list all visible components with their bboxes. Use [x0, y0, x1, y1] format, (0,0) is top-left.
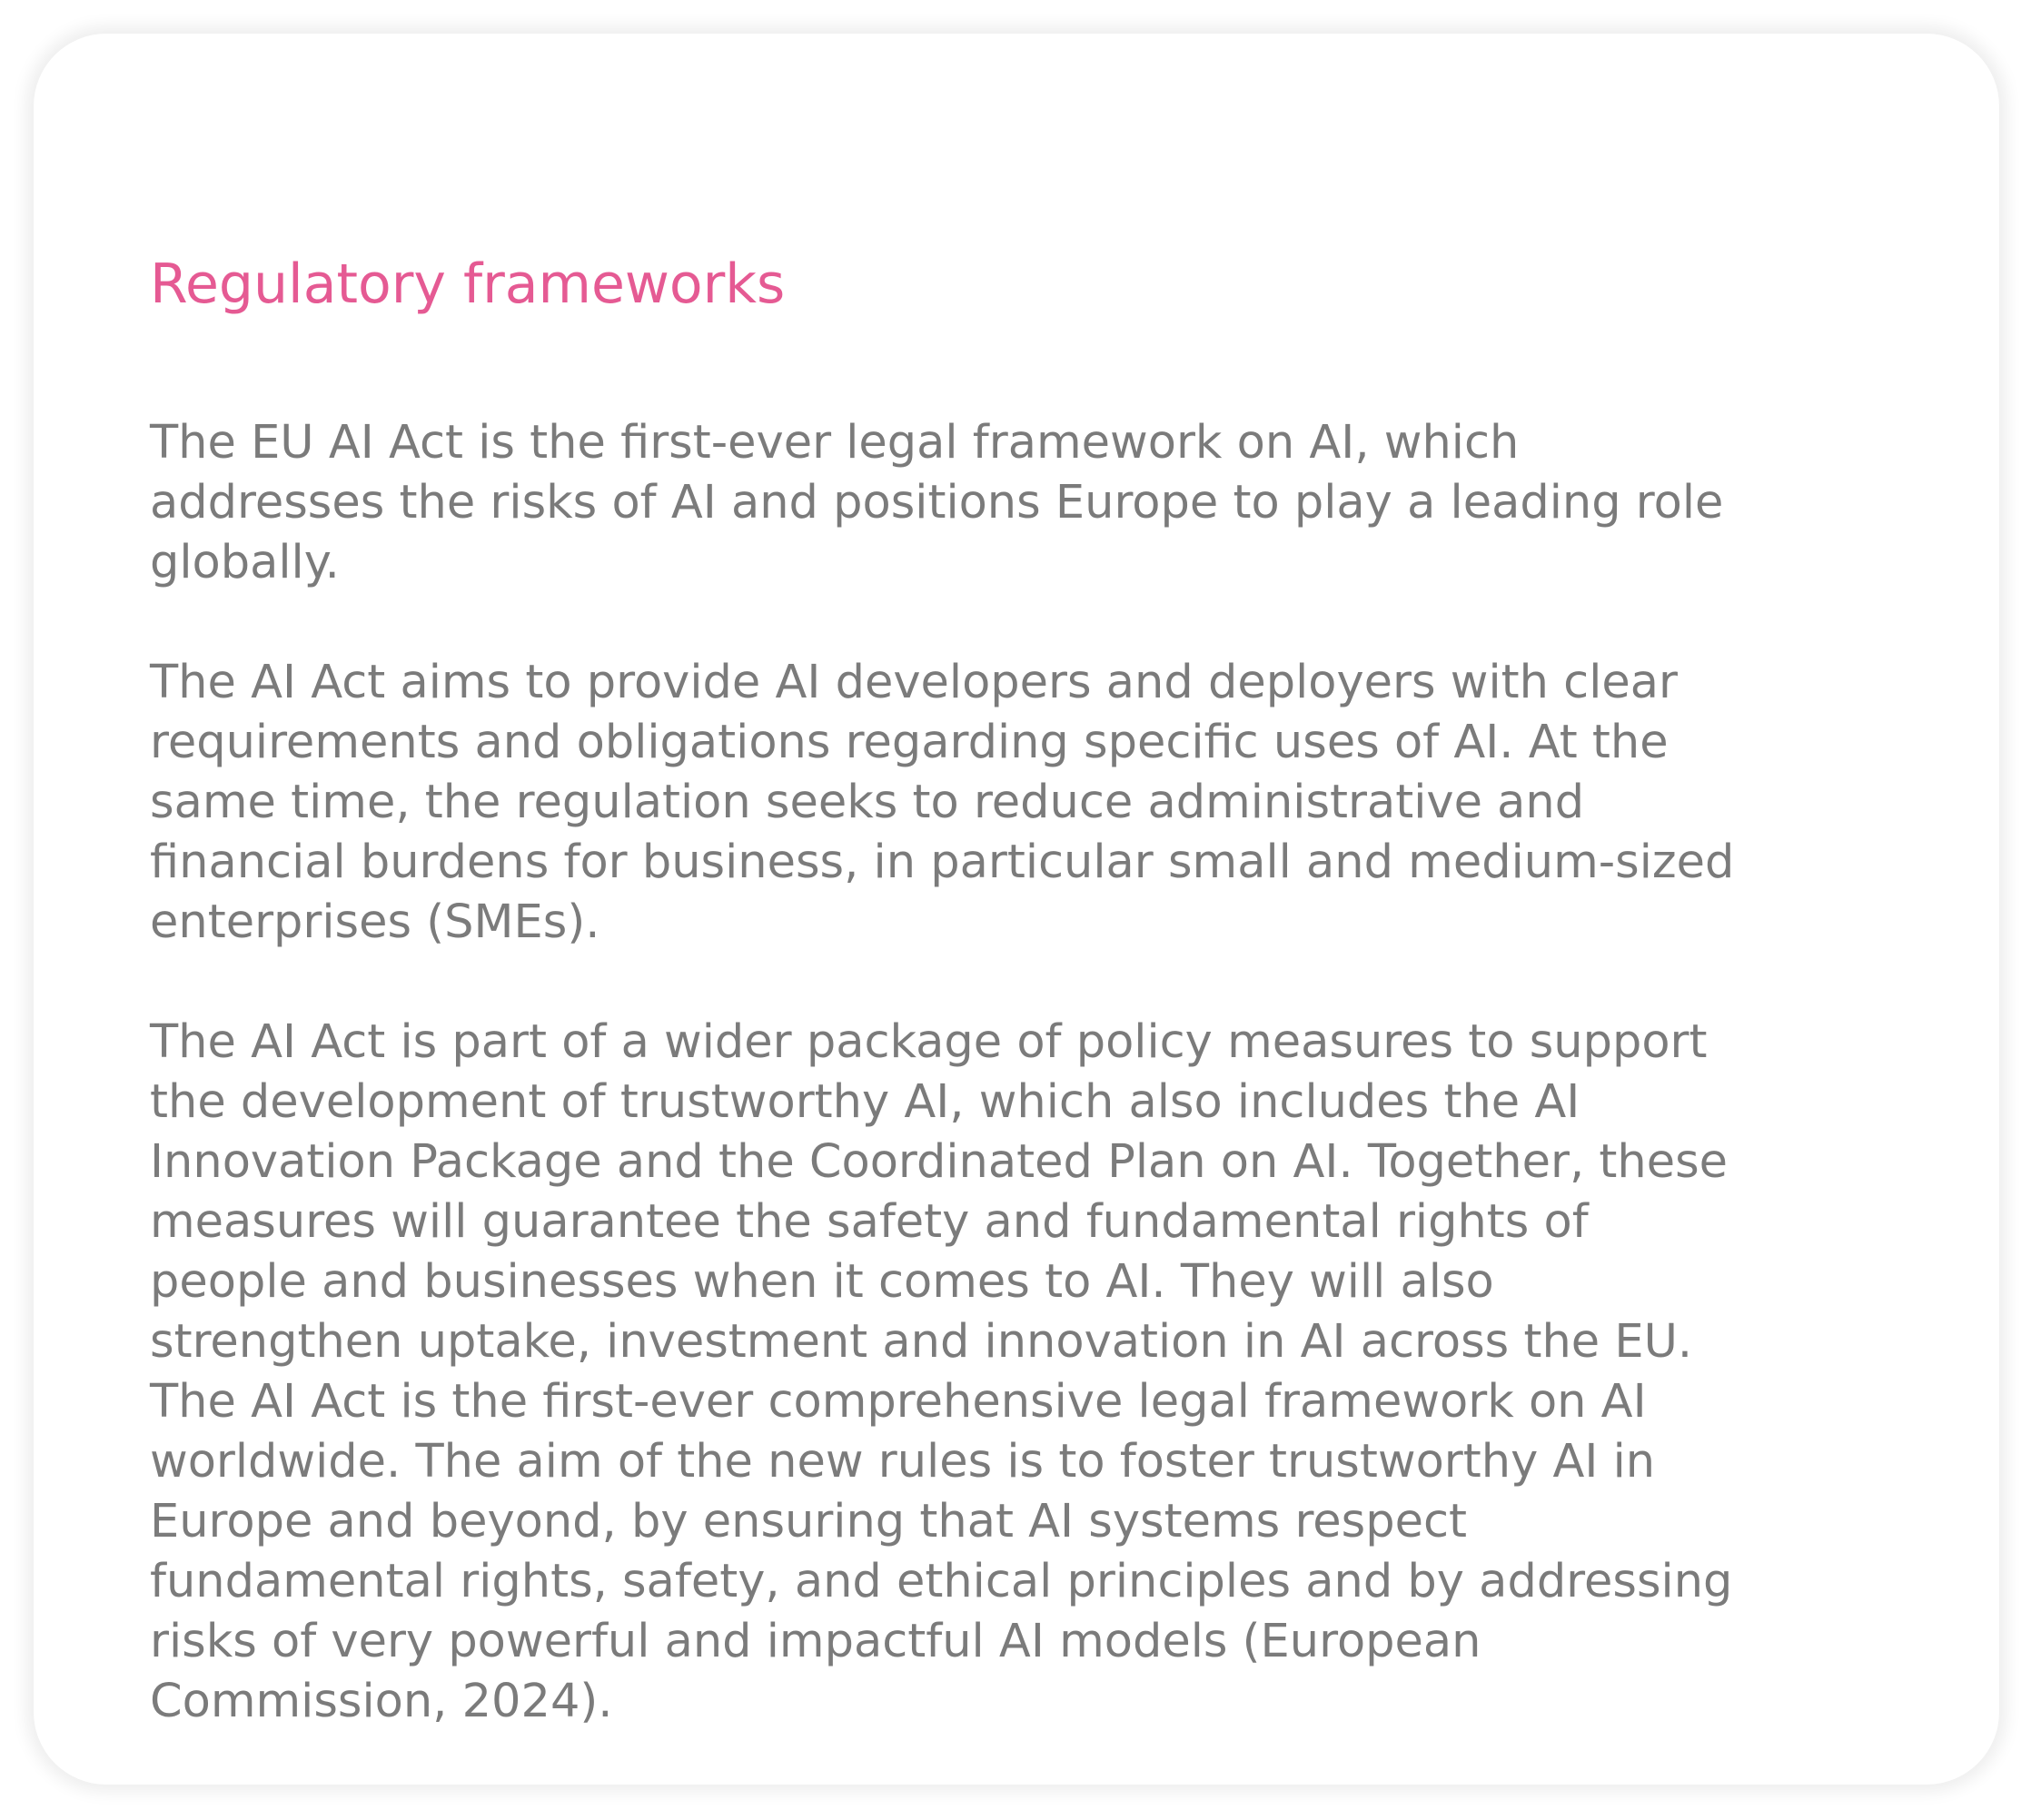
- paragraph-line: The AI Act is the first-ever comprehensive legal framework on AI: [150, 1375, 1647, 1429]
- paragraph-line: addresses the risks of AI and positions Europe to play a leading role: [150, 476, 1724, 529]
- info-card: [34, 34, 1999, 1785]
- paragraph-package: [150, 1013, 1732, 1732]
- paragraph-line: enterprises (SMEs).: [150, 895, 600, 949]
- paragraph-line: fundamental rights, safety, and ethical principles and by addressing: [150, 1555, 1733, 1608]
- section-heading: Regulatory frameworks: [150, 252, 786, 316]
- paragraph-line: the development of trustworthy AI, which also includes the AI: [150, 1075, 1580, 1129]
- paragraph-intro: [150, 413, 1723, 593]
- paragraph-line: people and businesses when it comes to AI. They will also: [150, 1255, 1494, 1309]
- paragraph-line: worldwide. The aim of the new rules is to foster trustworthy AI in: [150, 1435, 1656, 1489]
- card-content: [150, 252, 1967, 1728]
- paragraph-line: financial burdens for business, in particular small and medium-sized: [150, 836, 1735, 889]
- paragraph-aims: [150, 653, 1734, 953]
- paragraph-line: The EU AI Act is the first-ever legal framework on AI, which: [150, 416, 1520, 470]
- paragraph-line: measures will guarantee the safety and fundamental rights of: [150, 1195, 1589, 1249]
- paragraph-line: The AI Act aims to provide AI developers and deployers with clear: [150, 656, 1678, 709]
- paragraph-line: Innovation Package and the Coordinated Plan on AI. Together, these: [150, 1135, 1729, 1189]
- paragraph-line: globally.: [150, 536, 340, 589]
- paragraph-line: same time, the regulation seeks to reduce administrative and: [150, 776, 1585, 829]
- paragraph-line: The AI Act is part of a wider package of policy measures to support: [150, 1015, 1708, 1069]
- paragraph-line: strengthen uptake, investment and innovation in AI across the EU.: [150, 1315, 1693, 1369]
- paragraph-line: risks of very powerful and impactful AI models (European: [150, 1615, 1481, 1668]
- paragraph-line: Commission, 2024).: [150, 1675, 613, 1728]
- paragraph-line: requirements and obligations regarding specific uses of AI. At the: [150, 716, 1669, 769]
- paragraph-line: Europe and beyond, by ensuring that AI systems respect: [150, 1495, 1468, 1548]
